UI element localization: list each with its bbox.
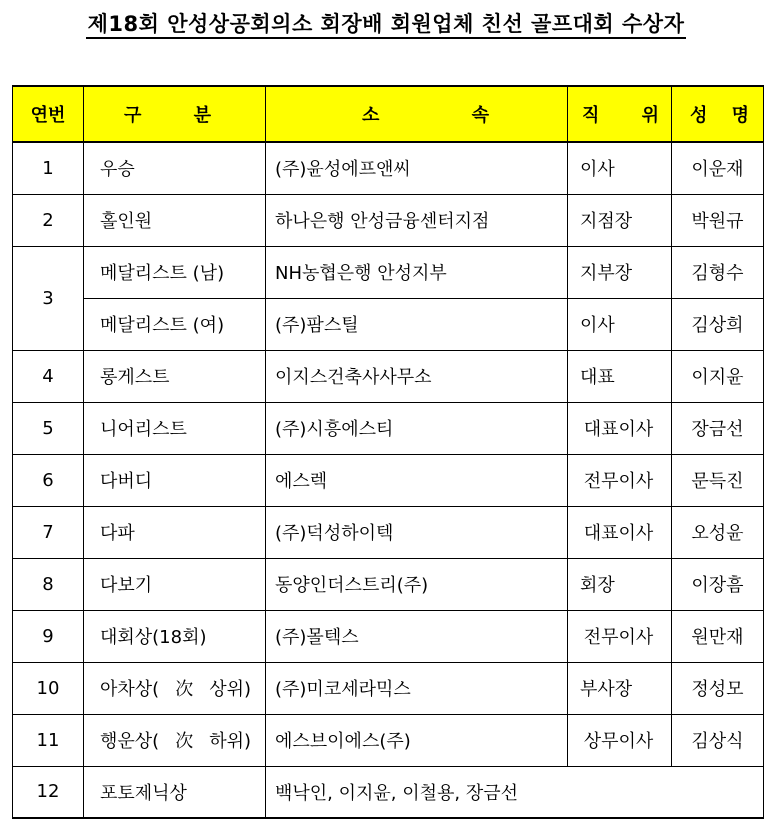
page-title: 제18회 안성상공회의소 회장배 회원업체 친선 골프대회 수상자 [0, 8, 772, 38]
row-no: 10 [13, 662, 84, 714]
row-category: 홀인원 [84, 194, 266, 246]
row-affiliation: (주)덕성하이텍 [266, 506, 568, 558]
row-affiliation: (주)시흥에스티 [266, 402, 568, 454]
row-affiliation: 백낙인, 이지윤, 이철용, 장금선 [266, 766, 764, 818]
table-row [13, 194, 764, 246]
row-no: 1 [13, 142, 84, 194]
row-affiliation: 동양인더스트리(주) [266, 558, 568, 610]
table-row [13, 246, 764, 298]
row-position: 대표이사 [568, 402, 672, 454]
row-affiliation: 에스브이에스(주) [266, 714, 568, 766]
row-name: 원만재 [672, 610, 764, 662]
row-no: 2 [13, 194, 84, 246]
table-row [13, 402, 764, 454]
row-position: 지부장 [568, 246, 672, 298]
row-name: 김상희 [672, 298, 764, 350]
row-position: 지점장 [568, 194, 672, 246]
table-row [13, 610, 764, 662]
row-affiliation: (주)윤성에프앤씨 [266, 142, 568, 194]
row-name: 이운재 [672, 142, 764, 194]
header-affiliation: 소 속 [266, 86, 568, 142]
row-no: 5 [13, 402, 84, 454]
row-name: 문득진 [672, 454, 764, 506]
row-category: 다파 [84, 506, 266, 558]
row-affiliation: (주)몰텍스 [266, 610, 568, 662]
header-name: 성 명 [672, 86, 764, 142]
awards-table [12, 85, 764, 819]
table-row [13, 714, 764, 766]
row-position: 이사 [568, 298, 672, 350]
row-category: 니어리스트 [84, 402, 266, 454]
row-position: 부사장 [568, 662, 672, 714]
row-position: 이사 [568, 142, 672, 194]
row-name: 정성모 [672, 662, 764, 714]
header-category: 구 분 [84, 86, 266, 142]
row-category: 롱게스트 [84, 350, 266, 402]
row-category: 다보기 [84, 558, 266, 610]
row-no: 3 [13, 246, 84, 350]
row-name: 오성윤 [672, 506, 764, 558]
row-category: 대회상(18회) [84, 610, 266, 662]
row-category: 메달리스트 (여) [84, 298, 266, 350]
row-name: 장금선 [672, 402, 764, 454]
row-name: 이장흠 [672, 558, 764, 610]
table-row [13, 454, 764, 506]
row-name: 김형수 [672, 246, 764, 298]
row-affiliation: 에스렉 [266, 454, 568, 506]
row-no: 9 [13, 610, 84, 662]
header-position: 직 위 [568, 86, 672, 142]
row-name: 박원규 [672, 194, 764, 246]
table-row [13, 506, 764, 558]
table-row [13, 142, 764, 194]
row-category: 우승 [84, 142, 266, 194]
row-category: 행운상(次하위) [84, 714, 266, 766]
row-no: 6 [13, 454, 84, 506]
row-name: 김상식 [672, 714, 764, 766]
row-category: 메달리스트 (남) [84, 246, 266, 298]
header-no: 연번 [13, 86, 84, 142]
row-affiliation: (주)미코세라믹스 [266, 662, 568, 714]
row-no: 12 [13, 766, 84, 818]
row-category: 아차상(次상위) [84, 662, 266, 714]
table-row [13, 298, 764, 350]
row-affiliation: 이지스건축사사무소 [266, 350, 568, 402]
row-no: 8 [13, 558, 84, 610]
row-position: 전무이사 [568, 454, 672, 506]
row-position: 대표이사 [568, 506, 672, 558]
row-no: 11 [13, 714, 84, 766]
row-no: 7 [13, 506, 84, 558]
row-affiliation: (주)팜스틸 [266, 298, 568, 350]
table-row [13, 766, 764, 818]
row-category: 다버디 [84, 454, 266, 506]
row-category: 포토제닉상 [84, 766, 266, 818]
table-row [13, 558, 764, 610]
row-position: 전무이사 [568, 610, 672, 662]
table-row [13, 662, 764, 714]
row-position: 상무이사 [568, 714, 672, 766]
header-row [13, 86, 764, 142]
row-position: 회장 [568, 558, 672, 610]
row-affiliation: 하나은행 안성금융센터지점 [266, 194, 568, 246]
row-no: 4 [13, 350, 84, 402]
row-position: 대표 [568, 350, 672, 402]
table-row [13, 350, 764, 402]
row-name: 이지윤 [672, 350, 764, 402]
row-affiliation: NH농협은행 안성지부 [266, 246, 568, 298]
